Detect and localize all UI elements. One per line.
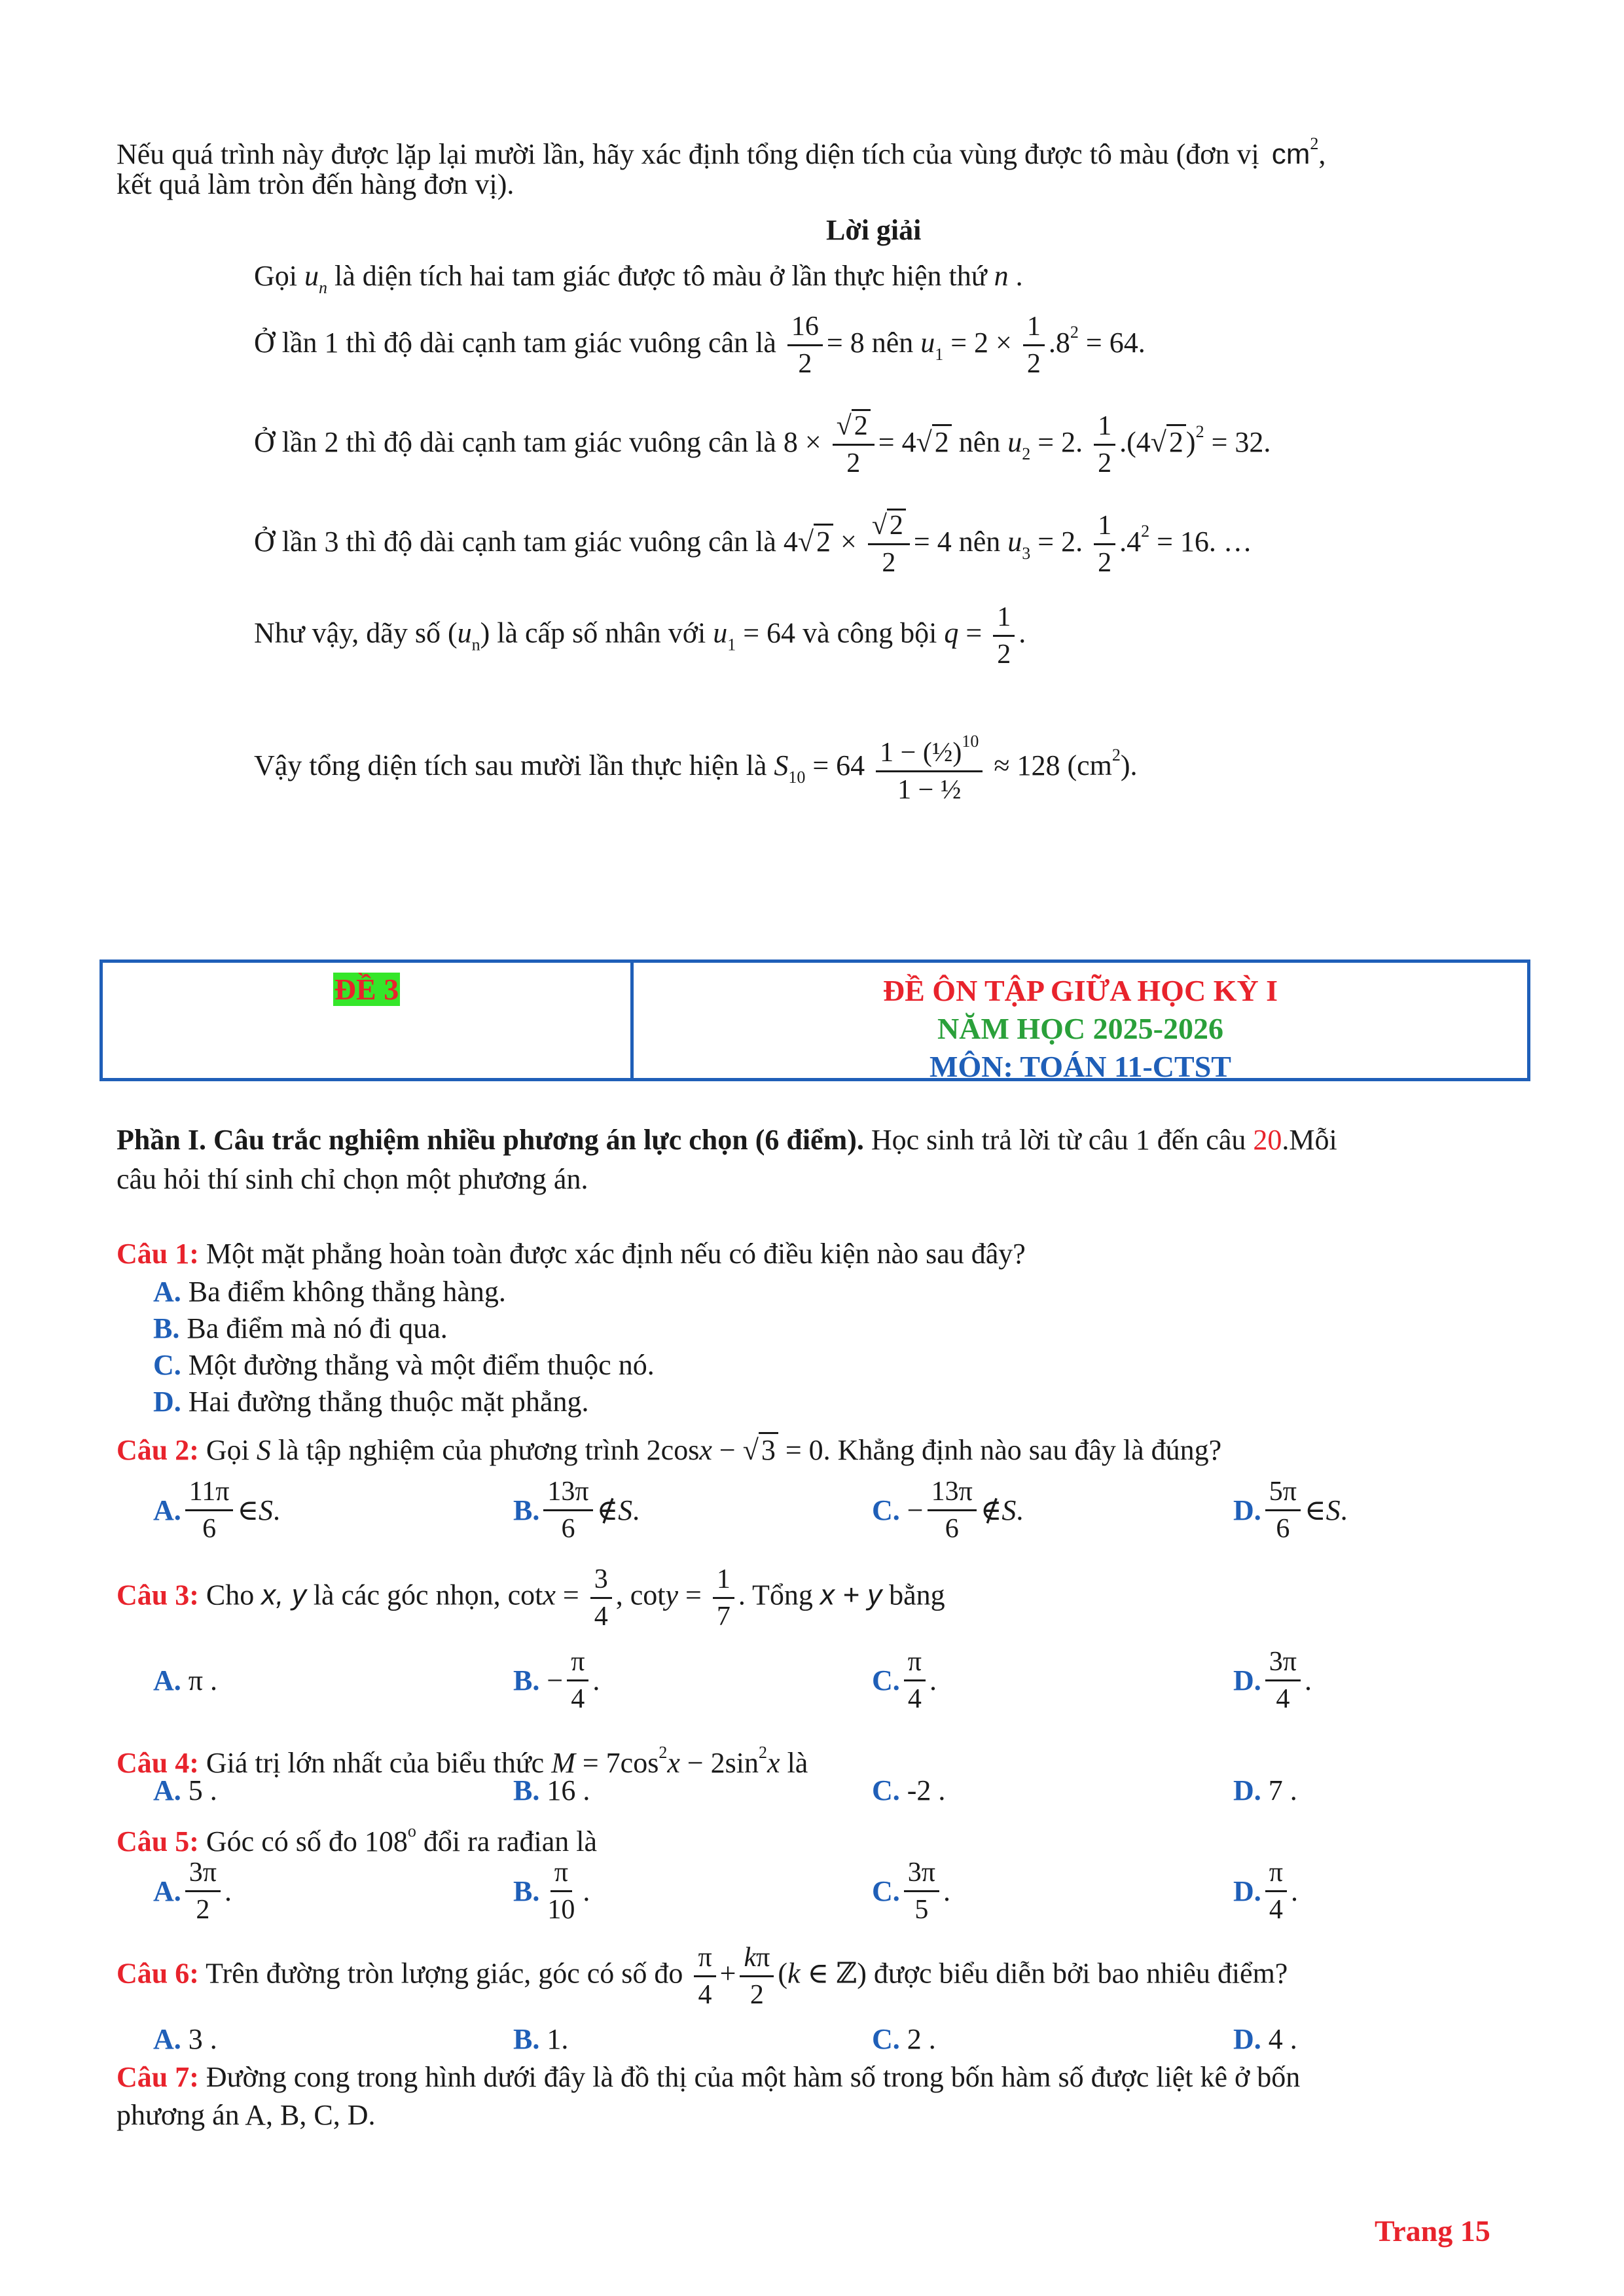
question-1: Câu 1: Một mặt phẳng hoàn toàn được xác định nếu có điều kiện nào sau đây? bbox=[117, 1238, 1026, 1270]
solution-step-3: Ở lần 2 thì độ dài cạnh tam giác vuông cân là 8 × $\frac{√2}{2}$ = 4√2 nên $u_2 = 2$. $\frac{1}{2}$ $.(4√2)^2 = 32$. bbox=[254, 412, 1271, 477]
q4-option-c[interactable]: C. -2 . bbox=[872, 1774, 946, 1806]
q6-option-a[interactable]: A. 3 . bbox=[153, 2023, 217, 2055]
unit: cm bbox=[1271, 138, 1310, 170]
question-7-line-2: phương án A, B, C, D. bbox=[117, 2099, 376, 2131]
q1-option-c[interactable]: C. Một đường thẳng và một điểm thuộc nó. bbox=[153, 1349, 655, 1381]
q2-option-a[interactable]: A. $\frac{11\pi}{6}$ ∈ S . bbox=[153, 1477, 281, 1544]
q3-option-d[interactable]: D. $\frac{3\pi}{4}$ . bbox=[1233, 1647, 1312, 1714]
q2-option-d[interactable]: D. $\frac{5\pi}{6}$ ∈ S . bbox=[1233, 1477, 1348, 1544]
part1-instructions-2: câu hỏi thí sinh chỉ chọn một phương án. bbox=[117, 1163, 588, 1195]
exam-number: ĐỀ 3 bbox=[334, 973, 399, 1006]
part1-instructions: Phần I. Câu trắc nghiệm nhiều phương án lực chọn (6 điểm). Học sinh trả lời từ câu 1 đến câu 20.Mỗi bbox=[117, 1124, 1337, 1156]
exam-year: NĂM HỌC 2025-2026 bbox=[937, 1012, 1223, 1045]
solution-step-5: Như vậy, dãy số $(u_n)$ là cấp số nhân với $u_1 = 64$ và công bội q = $\frac{1}{2}$ . bbox=[254, 602, 1026, 670]
q3-option-b[interactable]: B. − $\frac{\pi}{4}$ . bbox=[513, 1647, 600, 1714]
exam-subject: MÔN: TOÁN 11-CTST bbox=[929, 1050, 1231, 1083]
q3-options bbox=[153, 1648, 1397, 1727]
intro-line-2: kết quả làm tròn đến hàng đơn vị). bbox=[117, 168, 514, 200]
intro-line-1: Nếu quá trình này được lặp lại mười lần, hãy xác định tổng diện tích của vùng được tô màu (đơn vị $cm^2$, bbox=[117, 134, 1326, 170]
question-7: Câu 7: Đường cong trong hình dưới đây là đồ thị của một hàm số trong bốn hàm số được liệt kê ở bốn bbox=[117, 2061, 1301, 2093]
q5-option-d[interactable]: D. $\frac{\pi}{4}$ . bbox=[1233, 1857, 1298, 1925]
exam-header bbox=[99, 960, 1530, 1081]
question-2: Câu 2: Gọi S là tập nghiệm của phương trình 2cosx − √3 = 0. Khẳng định nào sau đây là đúng? bbox=[117, 1431, 1221, 1470]
question-5: Câu 5: Góc có số đo 108$^o$ đổi ra rađian là bbox=[117, 1821, 597, 1857]
q5-options bbox=[153, 1859, 1397, 1937]
solution-step-6: Vậy tổng diện tích sau mười lần thực hiện là $S_{10} = 64$ $\frac{1 - (\frac{1}{2})^{10}}{\text{1 − ½}}$ ≈ 128 $(cm^2)$. bbox=[254, 732, 1138, 805]
q6-option-b[interactable]: B. 1. bbox=[513, 2023, 569, 2055]
q2-options bbox=[153, 1478, 1397, 1556]
page-number: Trang 15 bbox=[1375, 2214, 1490, 2248]
q2-option-c[interactable]: C. − $\frac{13\pi}{6}$ ∉ S . bbox=[872, 1477, 1024, 1544]
exam-number-cell bbox=[103, 963, 634, 1078]
q1-option-a[interactable]: A. Ba điểm không thẳng hàng. bbox=[153, 1276, 506, 1308]
q4-option-b[interactable]: B. 16 . bbox=[513, 1774, 590, 1806]
exam-title-cell bbox=[634, 963, 1527, 1083]
q5-option-b[interactable]: B. $\frac{\pi}{10}$ . bbox=[513, 1857, 590, 1925]
q3-option-a[interactable]: A. π . bbox=[153, 1664, 217, 1696]
q2-option-b[interactable]: B. $\frac{13\pi}{6}$ ∉ S . bbox=[513, 1477, 640, 1544]
q4-option-d[interactable]: D. 7 . bbox=[1233, 1774, 1297, 1806]
question-4: Câu 4: Giá trị lớn nhất của biểu thức $M = 7\cos^2x - 2\sin^2x$ là bbox=[117, 1743, 808, 1779]
q4-option-a[interactable]: A. 5 . bbox=[153, 1774, 217, 1806]
q4-options bbox=[153, 1771, 1397, 1810]
q6-option-d[interactable]: D. 4 . bbox=[1233, 2023, 1297, 2055]
solution-step-2: Ở lần 1 thì độ dài cạnh tam giác vuông cân là $\frac{16}{2}$ = 8 nên $u_1 = 2$ × $\frac{1}{2}$ $.8^2 = 64$. bbox=[254, 312, 1146, 380]
question-3: Câu 3: Cho x, y là các góc nhọn, cotx = $\frac{3}{4}$ , coty = $\frac{1}{7}$ . Tổng x + y bằng bbox=[117, 1564, 945, 1632]
exam-title: ĐỀ ÔN TẬP GIỮA HỌC KỲ I bbox=[882, 974, 1278, 1007]
q5-option-a[interactable]: A. $\frac{3\pi}{2}$ . bbox=[153, 1857, 232, 1925]
solution-title: Lời giải bbox=[826, 214, 922, 246]
q3-option-c[interactable]: C. $\frac{\pi}{4}$ . bbox=[872, 1647, 937, 1714]
q1-option-b[interactable]: B. Ba điểm mà nó đi qua. bbox=[153, 1312, 448, 1344]
q1-option-d[interactable]: D. Hai đường thẳng thuộc mặt phẳng. bbox=[153, 1386, 589, 1418]
q6-options bbox=[153, 2020, 1397, 2059]
q5-option-c[interactable]: C. $\frac{3\pi}{5}$ . bbox=[872, 1857, 950, 1925]
solution-step-4: Ở lần 3 thì độ dài cạnh tam giác vuông cân là 4√2 × $\frac{√2}{2}$ = 4 nên $u_3 = 2$. $\frac{1}{2}$ $.4^2 = 16$. … bbox=[254, 512, 1252, 577]
q6-option-c[interactable]: C. 2 . bbox=[872, 2023, 936, 2055]
question-6: Câu 6: Trên đường tròn lượng giác, góc có số đo $\frac{\pi}{4}$ + $\frac{k\pi}{2}$ (k ∈ ℤ) được biểu diễn bởi bao nhiêu điểm? bbox=[117, 1943, 1288, 2010]
solution-step-1: Gọi $u_n$ là diện tích hai tam giác được tô màu ở lần thực hiện thứ n . bbox=[254, 260, 1023, 297]
